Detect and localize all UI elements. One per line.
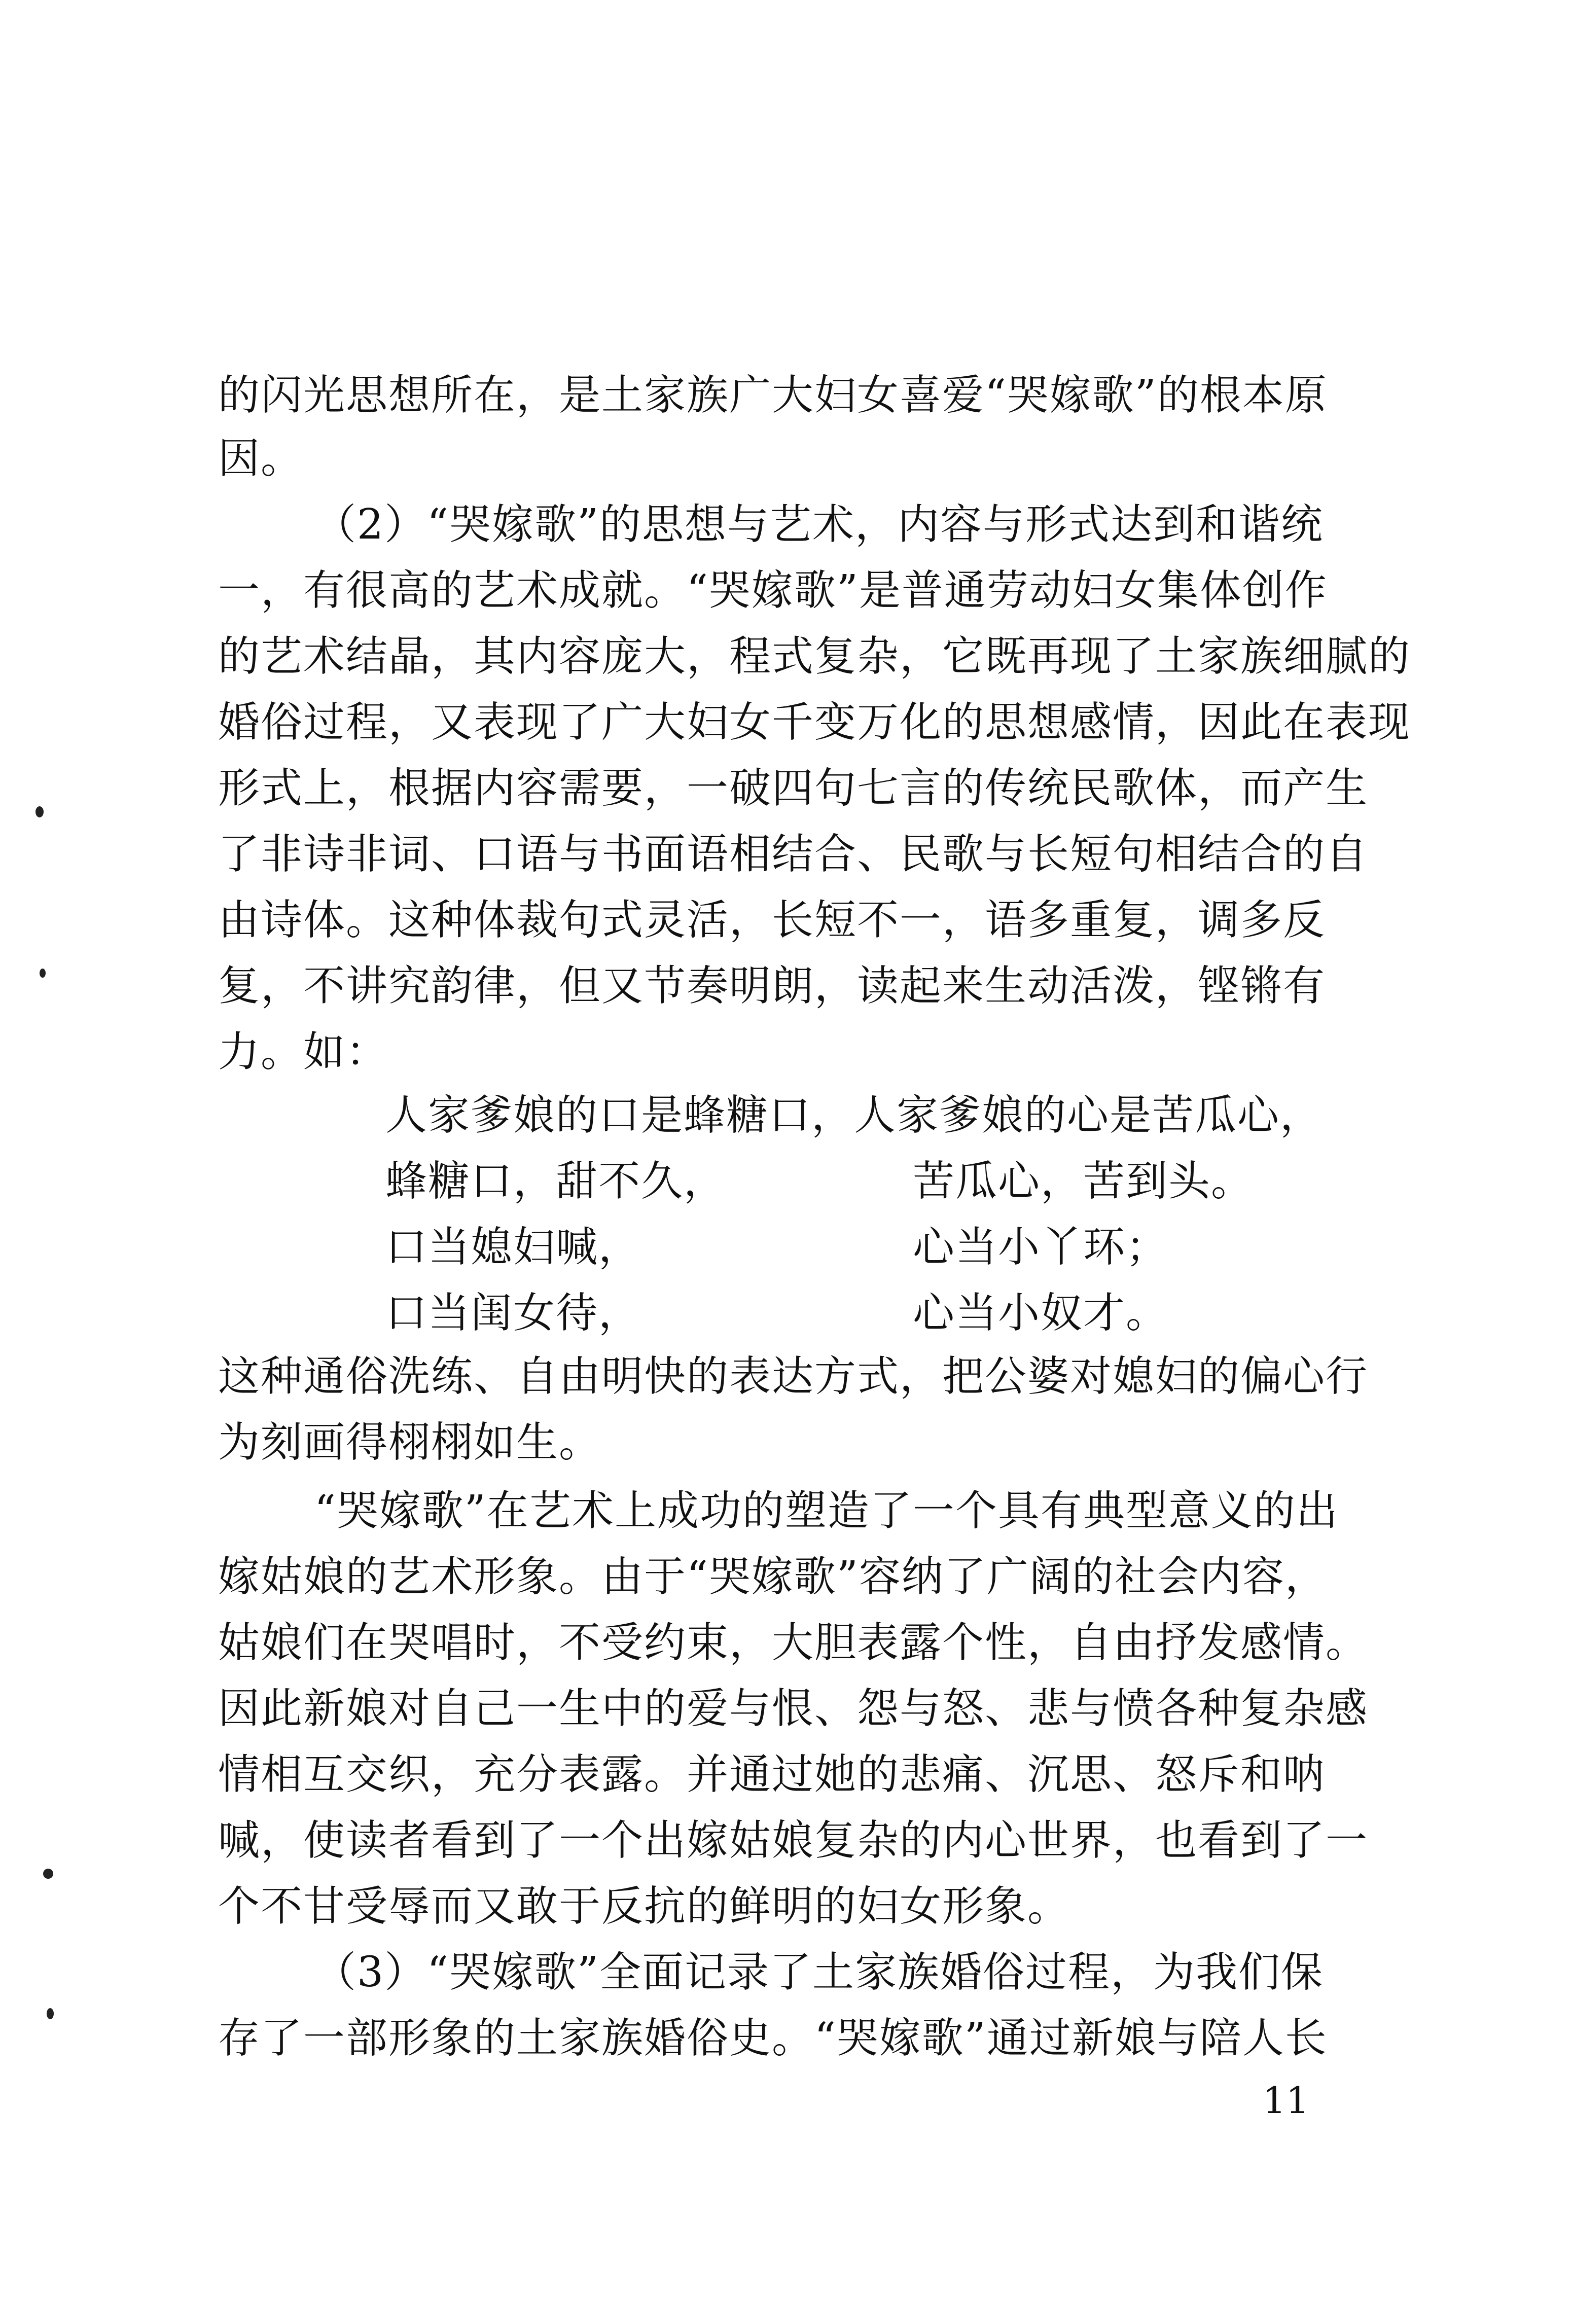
text-line: （3）“哭嫁歌”全面记录了土家族婚俗过程，为我们保 (314, 1948, 1324, 1996)
text-line: 了非诗非词、口语与书面语相结合、民歌与长短句相结合的自 (218, 830, 1369, 878)
poem-line-right: 心当小丫环； (913, 1223, 1169, 1271)
text-line: 力。如： (218, 1028, 389, 1076)
text-line: 因。 (218, 435, 304, 483)
poem-line-left: 口当媳妇喊， (385, 1223, 641, 1271)
poem-line-right: 心当小奴才。 (913, 1289, 1169, 1337)
text-line: 因此新娘对自己一生中的爱与恨、怨与怒、悲与愤各种复杂感 (218, 1685, 1369, 1733)
text-line: 姑娘们在哭唱时，不受约束，大胆表露个性，自由抒发感情。 (218, 1619, 1369, 1667)
poem-line: 人家爹娘的口是蜂糖口，人家爹娘的心是苦瓜心， (385, 1091, 1323, 1139)
text-line: 的艺术结晶，其内容庞大，程式复杂，它既再现了土家族细腻的 (218, 632, 1411, 681)
poem-line-right: 苦瓜心，苦到头。 (913, 1157, 1254, 1205)
page-number: 11 (1263, 2079, 1309, 2122)
text-line: 嫁姑娘的艺术形象。由于“哭嫁歌”容纳了广阔的社会内容， (218, 1553, 1328, 1601)
text-line: 的闪光思想所在，是土家族广大妇女喜爱“哭嫁歌”的根本原 (218, 371, 1328, 419)
text-line: 个不甘受辱而又敢于反抗的鲜明的妇女形象。 (218, 1882, 1070, 1930)
text-line: 喊，使读者看到了一个出嫁姑娘复杂的内心世界，也看到了一 (218, 1816, 1369, 1865)
text-line: （2）“哭嫁歌”的思想与艺术，内容与形式达到和谐统 (314, 500, 1324, 549)
text-line: 这种通俗洗练、自由明快的表达方式，把公婆对媳妇的偏心行 (218, 1352, 1369, 1401)
scan-speck (47, 2008, 54, 2019)
poem-line-left: 口当闺女待， (385, 1289, 641, 1337)
scan-speck (40, 969, 46, 978)
poem-line-left: 蜂糖口，甜不久， (385, 1157, 727, 1205)
text-line: 复，不讲究韵律，但又节奏明朗，读起来生动活泼，铿锵有 (218, 962, 1326, 1010)
scan-speck (43, 1869, 53, 1879)
text-line: 情相互交织，充分表露。并通过她的悲痛、沉思、怒斥和呐 (218, 1750, 1326, 1799)
text-line: 为刻画得栩栩如生。 (218, 1418, 602, 1467)
text-line: “哭嫁歌”在艺术上成功的塑造了一个具有典型意义的出 (314, 1487, 1339, 1535)
scan-speck (35, 806, 44, 817)
text-line: 存了一部形象的土家族婚俗史。“哭嫁歌”通过新娘与陪人长 (218, 2014, 1328, 2062)
text-line: 由诗体。这种体裁句式灵活，长短不一，语多重复，调多反 (218, 896, 1326, 944)
text-line: 形式上，根据内容需要，一破四句七言的传统民歌体，而产生 (218, 764, 1369, 812)
text-line: 一，有很高的艺术成就。“哭嫁歌”是普通劳动妇女集体创作 (218, 566, 1328, 615)
text-line: 婚俗过程，又表现了广大妇女千变万化的思想感情，因此在表现 (218, 698, 1411, 746)
